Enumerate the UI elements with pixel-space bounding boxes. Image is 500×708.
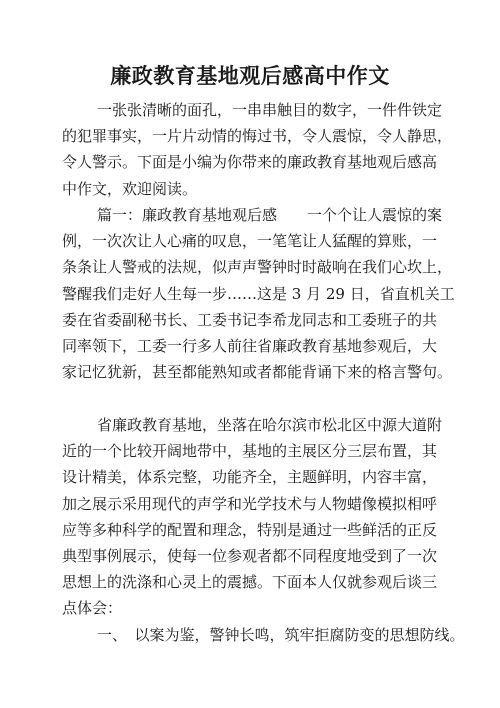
text-line: 篇一：廉政教育基地观后感 一个个让人震惊的案 (97, 206, 443, 224)
text-line: 家记忆犹新，甚至都能熟知或者都能背诵下来的格言警句。 (62, 363, 453, 382)
text-line: 设计精美，体系完整，功能齐全，主题鲜明，内容丰富， (62, 468, 438, 487)
text-line: 同率领下，工委一行多人前往省廉政教育基地参观后，大 (62, 336, 438, 355)
paragraph-intro (62, 97, 453, 202)
paragraph-base-description (62, 412, 443, 622)
text-line: 加之展示采用现代的声学和光学技术与人物蜡像模拟相呼 (62, 494, 438, 513)
text-line: 的犯罪事实，一片片动情的悔过书，令人震惊，令人静思， (62, 127, 453, 146)
paragraph-part-one (62, 202, 455, 385)
text-line: 省廉政教育基地，坐落在哈尔滨市松北区中源大道附 (97, 416, 443, 434)
text-line: 点体会： (62, 599, 123, 618)
text-line: 近的一个比较开阔地带中，基地的主展区分三层布置，其 (62, 442, 438, 461)
paragraph-point-one (62, 622, 465, 648)
text-line: 应等多种科学的配置和理念，特别是通过一些鲜活的正反 (62, 520, 438, 539)
text-line: 条条让人警戒的法规，似声声警钟时时敲响在我们心坎上， (62, 258, 453, 277)
text-line: 典型事例展示，使每一位参观者都不同程度地受到了一次 (62, 546, 438, 565)
text-line: 委在省委副秘书长、工委书记李希龙同志和工委班子的共 (62, 310, 438, 329)
text-line: 中作文，欢迎阅读。 (62, 179, 198, 198)
text-line: 令人警示。下面是小编为你带来的廉政教育基地观后感高 (62, 153, 438, 172)
text-line: 警醒我们走好人生每一步……这是 3 月 29 日，省直机关工 (62, 284, 455, 303)
text-line: 一张张清晰的面孔，一串串触目的数字，一件件铁定 (97, 101, 443, 119)
document-title: 廉政教育基地观后感高中作文 (110, 63, 390, 88)
text-line: 一、 以案为鉴，警钟长鸣，筑牢拒腐防变的思想防线。 (97, 626, 465, 644)
text-line: 例，一次次让人心痛的叹息，一笔笔让人猛醒的算账，一 (62, 232, 438, 251)
text-line: 思想上的洗涤和心灵上的震撼。下面本人仅就参观后谈三 (62, 573, 438, 592)
